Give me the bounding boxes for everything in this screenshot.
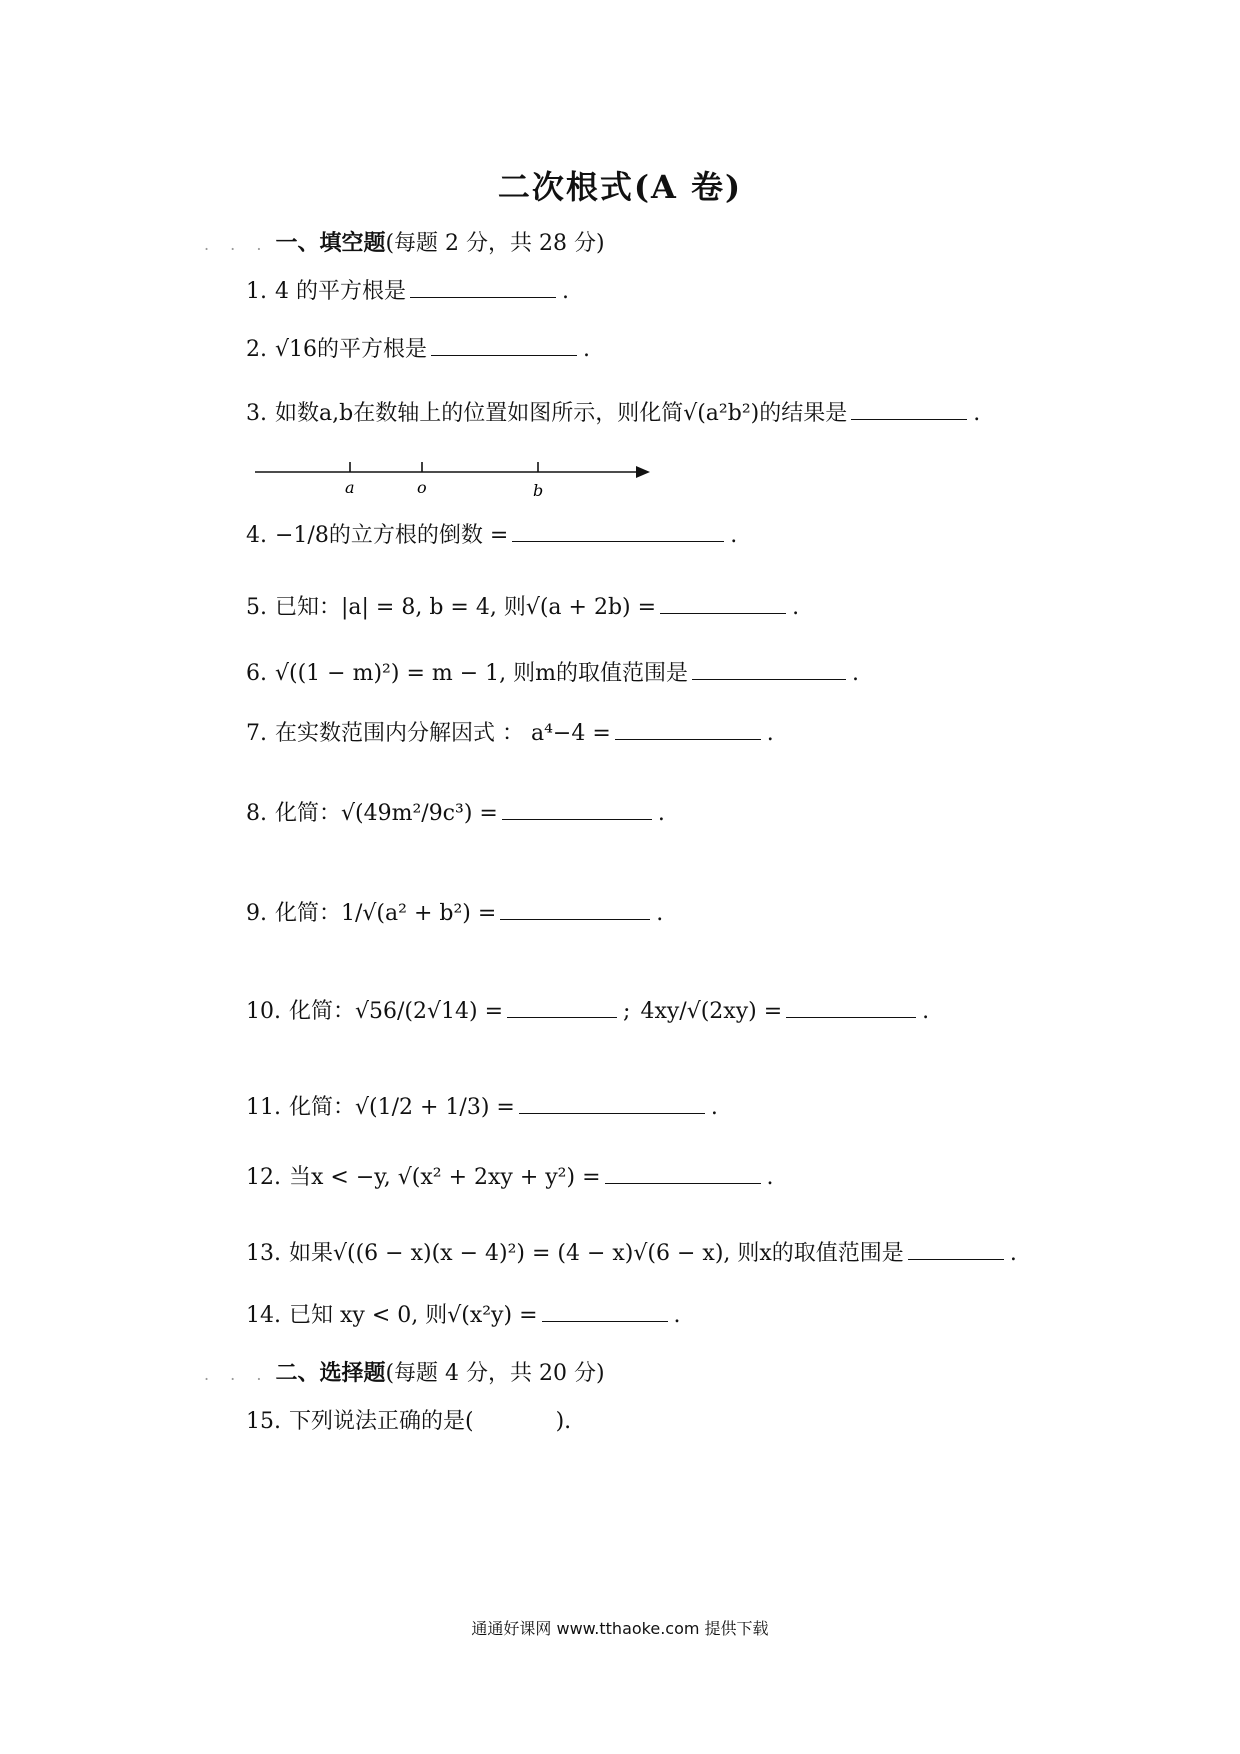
- answer-blank[interactable]: [519, 1093, 705, 1114]
- question-text: 化简：√56/(2√14) =: [289, 999, 504, 1024]
- question-text: 在实数范围内分解因式 ： a⁴−4 =: [275, 721, 611, 746]
- question-text: 如数a,b在数轴上的位置如图所示，则化简√(a²b²)的结果是: [275, 401, 848, 426]
- question-1: 1. 4 的平方根是 .: [246, 279, 569, 304]
- question-text: √((1 − m)²) = m − 1, 则m的取值范围是: [275, 661, 688, 686]
- answer-blank[interactable]: [660, 593, 786, 614]
- question-text: 化简：√(1/2 + 1/3) =: [289, 1095, 515, 1120]
- answer-blank[interactable]: [692, 659, 846, 680]
- section-multiple-choice: . . . 二、选择题(每题 4 分，共 20 分): [204, 1360, 605, 1386]
- question-4: 4. −1/8的立方根的倒数 = .: [246, 523, 738, 548]
- question-text: √16的平方根是: [275, 337, 428, 362]
- question-8: 8. 化简：√(49m²/9c³) = .: [246, 801, 665, 826]
- question-11: 11. 化简：√(1/2 + 1/3) = .: [246, 1095, 718, 1120]
- section-note: (每题 2 分，共 28 分): [385, 231, 605, 256]
- question-3: 3. 如数a,b在数轴上的位置如图所示，则化简√(a²b²)的结果是 .: [246, 401, 981, 426]
- number-line-diagram: [250, 450, 660, 506]
- question-10: 10. 化简：√56/(2√14) = ; 4xy/√(2xy) = .: [246, 999, 930, 1024]
- question-15: 15. 下列说法正确的是( ).: [246, 1409, 572, 1434]
- label-a: a: [345, 478, 355, 497]
- page-title: 二次根式(A 卷): [497, 168, 743, 206]
- question-7: 7. 在实数范围内分解因式 ： a⁴−4 = .: [246, 721, 774, 746]
- question-6: 6. √((1 − m)²) = m − 1, 则m的取值范围是 .: [246, 661, 859, 686]
- section-note: (每题 4 分，共 20 分): [385, 1361, 605, 1386]
- section-fill-in: . . . 一、填空题(每题 2 分，共 28 分): [204, 230, 605, 256]
- question-5: 5. 已知：|a| = 8, b = 4, 则√(a + 2b) = .: [246, 595, 800, 620]
- answer-blank[interactable]: [500, 899, 650, 920]
- answer-blank[interactable]: [512, 521, 724, 542]
- answer-blank-2[interactable]: [786, 997, 916, 1018]
- answer-blank[interactable]: [615, 719, 761, 740]
- question-text: 下列说法正确的是(: [289, 1409, 474, 1434]
- question-12: 12. 当x < −y, √(x² + 2xy + y²) = .: [246, 1165, 774, 1190]
- footer-credit: 通通好课网 www.tthaoke.com 提供下载: [471, 1619, 769, 1638]
- question-2: 2. √16的平方根是 .: [246, 337, 591, 362]
- question-text: 已知 xy < 0, 则√(x²y) =: [289, 1303, 538, 1328]
- label-o: o: [417, 478, 427, 497]
- answer-blank[interactable]: [851, 399, 967, 420]
- question-text: 已知：|a| = 8, b = 4, 则√(a + 2b) =: [275, 595, 657, 620]
- answer-blank[interactable]: [507, 997, 617, 1018]
- question-14: 14. 已知 xy < 0, 则√(x²y) = .: [246, 1303, 681, 1328]
- section-heading: 二、选择题: [275, 1360, 386, 1386]
- question-text: 化简：1/√(a² + b²) =: [275, 901, 497, 926]
- question-text-2: 4xy/√(2xy) =: [640, 999, 783, 1024]
- answer-blank[interactable]: [502, 799, 652, 820]
- question-text: 4 的平方根是: [275, 279, 406, 304]
- answer-blank[interactable]: [542, 1301, 668, 1322]
- answer-blank[interactable]: [410, 277, 556, 298]
- axis-arrow-icon: [636, 466, 650, 478]
- question-text: 当x < −y, √(x² + 2xy + y²) =: [289, 1165, 601, 1190]
- section-heading: 一、填空题: [275, 230, 386, 256]
- label-b: b: [533, 481, 544, 500]
- question-text: 化简：√(49m²/9c³) =: [275, 801, 498, 826]
- question-9: 9. 化简：1/√(a² + b²) = .: [246, 901, 664, 926]
- answer-blank[interactable]: [431, 335, 577, 356]
- answer-blank[interactable]: [908, 1239, 1004, 1260]
- question-text: 如果√((6 − x)(x − 4)²) = (4 − x)√(6 − x), 则x的取值范围是: [289, 1241, 904, 1266]
- answer-blank[interactable]: [605, 1163, 761, 1184]
- question-text: −1/8的立方根的倒数 =: [275, 523, 509, 548]
- question-13: 13. 如果√((6 − x)(x − 4)²) = (4 − x)√(6 − x), 则x的取值范围是 .: [246, 1241, 1017, 1266]
